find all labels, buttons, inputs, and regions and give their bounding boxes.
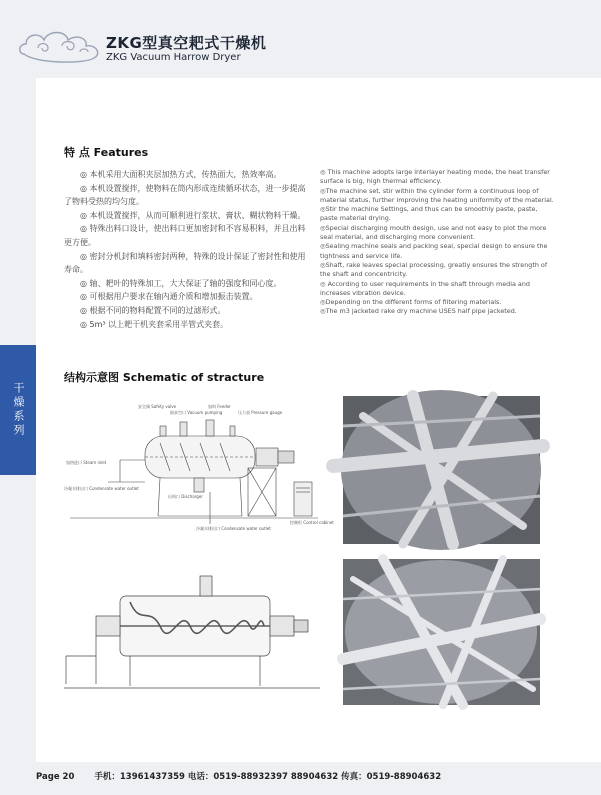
label-condensate-bottom: 冷凝水排出口 Condensate water outlet xyxy=(196,526,271,531)
side-tab xyxy=(0,345,36,475)
feature-en-item: ◎Depending on the different forms of filtering materials. xyxy=(320,298,502,307)
features-cn-list xyxy=(64,168,308,331)
label-pressure-gauge: 压力表 Pressure gauge xyxy=(238,410,283,415)
feature-en-item: ◎The machine set, stir within the cylinder form a continuous loop of material status, further improving the heating uniformity of the material. xyxy=(320,186,554,204)
page-footer xyxy=(36,770,441,782)
page-title: ZKG型真空耙式干燥机 xyxy=(106,34,267,52)
feature-en-item: ◎Special discharging mouth design, use and not easy to plot the more seal material, and discharging more convenient. xyxy=(320,223,547,242)
feature-en-item: ◎ This machine adopts large interlayer heating mode, the heat transfer surface is big, high thermal efficiency. xyxy=(320,168,550,186)
label-discharger: 出料口 Discharger xyxy=(168,494,203,499)
contact-info: 手机：13961437359 电话：0519-88932397 88904632 传真：0519-88904632 xyxy=(94,772,442,782)
feature-cn-item: ◎ 可根据用户要求在轴内通介质和增加振击装置。 xyxy=(80,292,258,302)
label-steam-inlet: 加热进口 Steam inlet xyxy=(66,460,107,465)
schematic-side-view xyxy=(60,398,334,536)
page-number: Page 20 xyxy=(36,772,75,782)
label-condensate-left: 冷凝水排出口 Condensate water outlet xyxy=(64,486,139,491)
feature-cn-item: ◎ 本机采用大面积夹层加热方式，传热面大，热效率高。 xyxy=(80,170,282,179)
harrow-interior-photo-2 xyxy=(343,559,540,705)
harrow-interior-photo-1 xyxy=(343,396,540,544)
side-tab-label: 干燥系列 xyxy=(12,382,25,438)
features-title: 特 点 Features xyxy=(64,146,149,159)
feature-en-item: ◎The m3 jacketed rake dry machine USES half pipe jacketed. xyxy=(320,307,517,316)
label-vacuum-pumping: 抽真空口 Vacuum pumping xyxy=(170,410,223,415)
feature-cn-item: ◎ 轴、耙叶的特殊加工，大大保证了轴的强度和同心度。 xyxy=(80,278,282,288)
cloud-swirl-icon xyxy=(16,24,104,68)
page-subtitle: ZKG Vacuum Harrow Dryer xyxy=(106,52,241,63)
label-safety-valve: 安全阀 Safety valve xyxy=(138,404,177,409)
schematic-section-view xyxy=(60,566,324,700)
page-header xyxy=(0,0,601,78)
feature-cn-item: ◎ 5m³ 以上耙干机夹套采用半管式夹套。 xyxy=(80,319,229,329)
label-control-cabinet: 控制柜 Control cabinet xyxy=(290,520,334,525)
schematic-title: 结构示意图 Schematic of stracture xyxy=(64,371,265,384)
feature-cn-item: ◎ 特殊出料口设计，使出料口更加密封和不容易积料，并且出料更方便。 xyxy=(64,224,306,247)
label-feeder: 加料 Feeder xyxy=(208,404,231,409)
feature-en-item: ◎Shaft, rake leaves special processing, greatly ensures the strength of the shaft and concentricity. xyxy=(320,260,548,279)
feature-en-item: ◎ According to user requirements in the shaft through media and increases vibration device. xyxy=(320,279,530,297)
features-en-list xyxy=(320,168,554,317)
feature-cn-item: ◎ 本机设置搅拌，从而可顺利进行浆状、膏状、糊状物料干燥。 xyxy=(80,210,306,220)
feature-en-item: ◎Stir the machine Settings, and thus can be smoothly paste, paste, paste material drying. xyxy=(320,205,538,223)
feature-cn-item: ◎ 根据不同的物料配置不同的过滤形式。 xyxy=(80,305,226,315)
feature-cn-item: ◎ 密封分机封和填料密封两种，特殊的设计保证了密封性和使用寿命。 xyxy=(64,251,306,275)
feature-cn-item: ◎ 本机设置搅拌，使物料在筒内形成连续循环状态，进一步提高了物料受热的均匀度。 xyxy=(64,183,306,207)
feature-en-item: ◎Sealing machine seals and packing seal, special design to ensure the tightness and service life. xyxy=(320,242,548,260)
